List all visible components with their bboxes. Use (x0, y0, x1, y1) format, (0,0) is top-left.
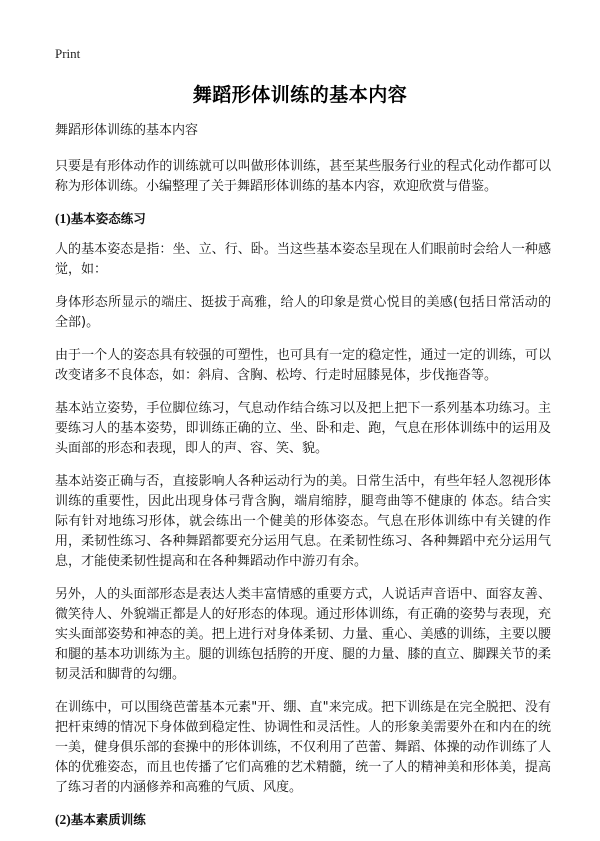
paragraph: 身体形态所显示的端庄、挺拔于高雅，给人的印象是赏心悦目的美感(包括日常活动的全部)。 (55, 295, 551, 330)
paragraph: 由于一个人的姿态具有较强的可塑性，也可具有一定的稳定性，通过一定的训练，可以改变诸多不良体态，如：斜肩、含胸、松垮、行走时屈膝晃体，步伐拖沓等。 (55, 348, 551, 383)
intro-paragraph: 只要是有形体动作的训练就可以叫做形体训练，甚至某些服务行业的程式化动作都可以称为形体训练。小编整理了关于舞蹈形体训练的基本内容，欢迎欣赏与借鉴。 (55, 159, 551, 194)
page-title: 舞蹈形体训练的基本内容 (192, 84, 408, 106)
paragraph: 在训练中，可以围绕芭蕾基本元素"开、绷、直"来完成。把下训练是在完全脱把、没有把杆束缚的情况下身体做到稳定性、协调性和灵活性。人的形象美需要外在和内在的统一美，健身俱乐部的套操中的形体训练，不仅利用了芭蕾、舞蹈、体操的动作训练了人体的优雅姿态，而且也传播了它们高雅的艺术精髓，统一了人的精神美和形体美，提高了练习者的内涵修养和高雅的气质、风度。 (55, 700, 551, 795)
section-heading-1 (55, 210, 551, 228)
section-number: (1) (55, 211, 71, 226)
section-number: (2) (55, 812, 71, 827)
paragraph: 基本站姿正确与否，直接影响人各种运动行为的美。日常生活中，有些年轻人忽视形体训练的重要性，因此出现身体弓背含胸，端肩缩脖，腿弯曲等不健康的 体态。结合实际有针对地练习形体，就会练出一个健美的形体姿态。气息在形体训练中有关键的作用，柔韧性练习、各种舞蹈都要充分运用气息。在柔韧性练习、各种舞蹈中充分运用气息，才能使柔韧性提高和在各种舞蹈动作中游刃有余。 (55, 474, 551, 569)
paragraph: 另外，人的头面部形态是表达人类丰富情感的重要方式，人说话声音语中、面容友善、微笑待人、外貌端正都是人的好形态的体现。通过形体训练，有正确的姿势与表现，充实头面部姿势和神态的美。把上进行对身体柔韧、力量、重心、美感的训练，主要以腰和腿的基本功训练为主。腿的训练包括胯的开度、腿的力量、膝的直立、脚踝关节的柔韧灵活和脚背的勾绷。 (55, 587, 551, 682)
article-body (55, 122, 551, 841)
paragraph: 人的基本姿态是指：坐、立、行、卧。当这些基本姿态呈现在人们眼前时会给人一种感觉，如： (55, 242, 551, 277)
print-link[interactable]: Print (55, 46, 81, 61)
section-title: 基本素质训练 (70, 812, 146, 827)
section-title: 基本姿态练习 (70, 211, 146, 226)
paragraph: 基本站立姿势，手位脚位练习，气息动作结合练习以及把上把下一系列基本功练习。主要练习人的基本姿势，即训练正确的立、坐、卧和走、跑，气息在形体训练中的运用及头面部的形态和表现，即人的声、容、笑、貌。 (55, 401, 551, 456)
section-heading-2 (55, 811, 551, 829)
article-subtitle: 舞蹈形体训练的基本内容 (55, 123, 199, 138)
